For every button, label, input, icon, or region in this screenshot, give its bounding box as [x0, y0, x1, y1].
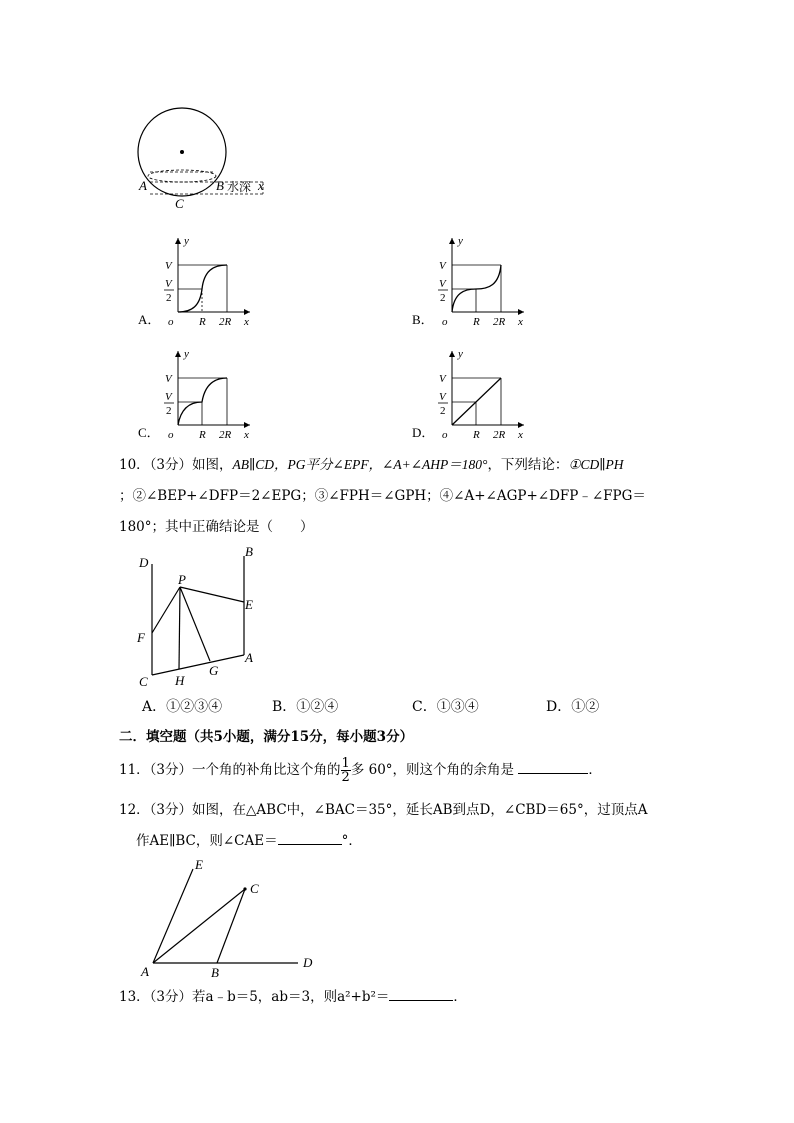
tick-R: R [199, 429, 206, 441]
tick-2R: 2R [219, 429, 232, 441]
q10-option-B[interactable]: B．①②④ [272, 699, 339, 715]
label-half-V-den: 2 [166, 292, 172, 304]
label-P: P [178, 572, 186, 587]
label-A: A [139, 178, 147, 193]
y-axis-arrow [175, 351, 181, 357]
label-B: B [211, 965, 219, 980]
y-axis-arrow [449, 238, 455, 244]
tick-R: R [473, 316, 480, 328]
label-B: B [216, 178, 224, 193]
x-axis-arrow [244, 422, 250, 428]
axis-y-label: y [458, 235, 463, 247]
label-half-V-num: V [439, 278, 446, 290]
label-half-V-num: V [165, 278, 172, 290]
x-axis-arrow [244, 309, 250, 315]
volume-curve [452, 378, 501, 425]
label-x: x [258, 178, 264, 193]
graph-B [412, 232, 542, 332]
q13: 13．（3分）若a﹣b＝5，ab＝3，则a²+b²＝ ． [119, 989, 467, 1005]
sphere-figure [130, 98, 280, 210]
label-V: V [165, 260, 172, 272]
y-axis-arrow [175, 238, 181, 244]
x-axis-arrow [518, 422, 524, 428]
fraction-one-half: $\frac{1}{2}$ [341, 756, 350, 785]
axis-x-label: x [518, 429, 523, 441]
q10-figure [132, 542, 272, 692]
graph-option-C [138, 345, 268, 445]
label-B: B [245, 544, 253, 559]
q13-answer-blank[interactable] [389, 988, 453, 1001]
origin-label: o [442, 316, 448, 328]
graph-option-B [412, 232, 542, 332]
label-half-V-num: V [165, 391, 172, 403]
label-C: C [175, 196, 184, 210]
q10-line3: 180°；其中正确结论是（ ） [119, 519, 314, 535]
label-D: D [139, 555, 149, 570]
label-A: A [141, 964, 149, 979]
axis-y-label: y [184, 348, 189, 360]
q12-figure [136, 852, 326, 982]
label-half-V-den: 2 [440, 292, 446, 304]
q10-line1: 10．（3分）如图，AB∥CD，PG平分∠EPF，∠A+∠AHP＝180°，下列结论：①CD∥PH [119, 457, 624, 473]
tick-R: R [473, 429, 480, 441]
y-axis-arrow [449, 351, 455, 357]
q10-line2: ；②∠BEP+∠DFP＝2∠EPG；③∠FPH＝∠GPH；④∠A+∠AGP+∠DFP﹣∠FPG＝ [119, 488, 646, 504]
option-letter: D． [412, 425, 435, 440]
label-C: C [139, 674, 148, 689]
label-E: E [195, 857, 203, 872]
q12-answer-blank[interactable] [278, 832, 342, 845]
label-V: V [439, 260, 446, 272]
q10-option-C[interactable]: C．①③④ [412, 699, 479, 715]
label-water: 水深 [227, 180, 252, 194]
graph-C [138, 345, 268, 445]
q10-option-A[interactable]: A．①②③④ [142, 699, 223, 715]
label-half-V-den: 2 [166, 405, 172, 417]
graph-option-A [138, 232, 268, 332]
option-letter: C． [138, 425, 160, 440]
x-axis-arrow [518, 309, 524, 315]
volume-curve [452, 265, 501, 312]
q12-line2: 作AE∥BC，则∠CAE＝ °． [136, 833, 362, 849]
tick-R: R [199, 316, 206, 328]
section2-title: 二．填空题（共5小题，满分15分，每小题3分） [119, 729, 414, 745]
label-C: C [250, 881, 259, 896]
graph-A [138, 232, 268, 332]
graph-D [412, 345, 542, 445]
graph-option-D [412, 345, 542, 445]
q10-option-D[interactable]: D．①② [546, 699, 600, 715]
axis-x-label: x [518, 316, 523, 328]
label-G: G [209, 663, 219, 678]
option-letter: B． [412, 312, 434, 327]
tick-2R: 2R [493, 316, 506, 328]
axis-y-label: y [184, 235, 189, 247]
label-H: H [175, 673, 185, 688]
label-E: E [245, 597, 253, 612]
tick-2R: 2R [493, 429, 506, 441]
label-V: V [439, 373, 446, 385]
axis-y-label: y [458, 348, 463, 360]
q11-answer-blank[interactable] [518, 761, 588, 774]
label-half-V-den: 2 [440, 405, 446, 417]
q12-line1: 12．（3分）如图，在△ABC中，∠BAC＝35°，延长AB到点D，∠CBD＝65°，过顶点A [119, 802, 648, 818]
label-D: D [303, 955, 313, 970]
option-letter: A． [138, 312, 161, 327]
axis-x-label: x [244, 316, 249, 328]
volume-curve [178, 265, 227, 312]
label-V: V [165, 373, 172, 385]
tick-2R: 2R [219, 316, 232, 328]
q11: 11．（3分）一个角的补角比这个角的 $\frac{1}{2}$ 多 60°，则这个角的余角是 ． [119, 756, 602, 785]
origin-label: o [442, 429, 448, 441]
origin-label: o [168, 316, 174, 328]
label-half-V-num: V [439, 391, 446, 403]
volume-curve [178, 378, 227, 425]
origin-label: o [168, 429, 174, 441]
label-A: A [245, 650, 253, 665]
label-F: F [137, 630, 145, 645]
axis-x-label: x [244, 429, 249, 441]
